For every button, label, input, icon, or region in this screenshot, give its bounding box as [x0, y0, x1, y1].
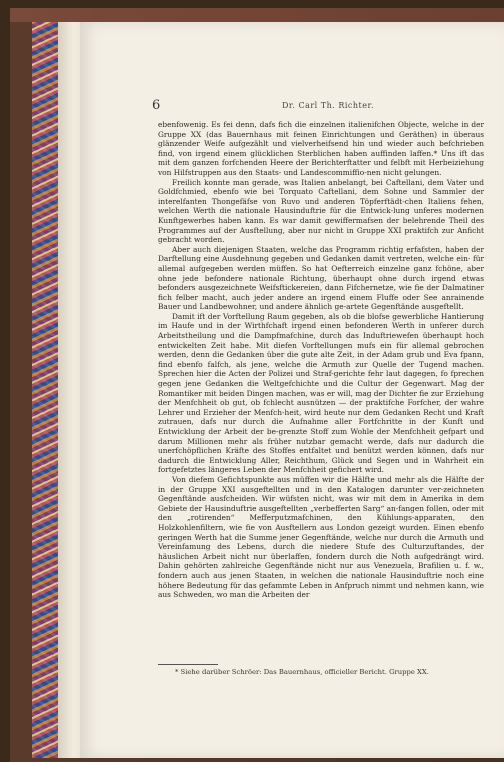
running-title: Dr. Carl Th. Richter.: [282, 101, 374, 110]
paragraph: Damit ift der Vorftellung Raum gegeben, als ob die blofse gewerbliche Hantierung im Haufe und in der Wirthfchaft irgend einen befonderen Werth in unferer durch Arbeitstheilung und die Dampfmafchine, durch das Induftriewefen überhaupt hoch entwickelten Zeit habe. Mit diefen Vorftellungen mufs ein für allemal gebrochen werden, denn die Gedanken über die gute alte Zeit, in der Adam grub und Eva fpann, find ebenfo falfch, als jene, welche die Armuth zur Quelle der Tugend machen. Sprechen hier die Acten der Polizei und Straf-gerichte fehr laut dagegen, fo fprechen gegen jene Gedanken die Weltgefchichte und die Cultur der Gegenwart. Mag der Romantiker mit beiden Dingen machen, was er will, mag der Dichter fie zur Erziehung der Menfchheit ob gut, ob fchlecht ausnützen — der praktifche Forfcher, der wahre Lehrer und Erzieher der Menfch-heit, wird heute nur dem Gedanken Recht und Kraft zutrauen, dafs nur durch die Aufnahme aller Fortfchritte in der Kunft und Entwicklung der Arbeit der be-grenzte Stoff zum Wohle der Menfchheit gefpart und darum Millionen mehr als früher nutzbar gemacht werde, dafs nur dadurch die unerfchöpflichen Kräfte des Stoffes entfaltet und benützt werden können, dafs nur dadurch die Entwicklung Aller, Reichthum, Glück und Segen und in Wahrheit ein fortgefetztes längeres Leben der Menfchheit gefichert wird.: [158, 311, 484, 475]
paragraph: Aber auch diejenigen Staaten, welche das Programm richtig erfafsten, haben der Darftellung eine Ausdehnung gegeben und Gedanken damit vertreten, welche ein- für allemal aufgegeben werden müffen. So hat Oefterreich einzelne ganz fchöne, aber ohne jede befondere nationale Richtung, überhaupt ohne durch irgend etwas befonders ausgezeichnete Weifsftickereien, dann Fifchernetze, wie fie der Dalmatiner fich felber macht, auch jeder andere an irgend einem Fluffe oder See anrainende Bauer und Landbewohner, und andere ähnlich ge-artete Gegenftände ausgeftellt.: [158, 244, 484, 312]
marbled-endpaper: [32, 22, 58, 758]
footnote: * Siehe darüber Schröer: Das Bauernhaus, officieller Bericht. Gruppe XX.: [175, 668, 429, 676]
body-text: [158, 120, 484, 600]
page-number: 6: [152, 98, 161, 113]
paragraph: ebenfowenig. Es fei denn, dafs fich die einzelnen italienifchen Objecte, welche in der Gruppe XX (das Bauernhaus mit feinen Einrichtungen und Geräthen) in überaus glänzender Weife aufgezählt und vielverheifsend hin und wieder auch befchrieben find, von irgend einem glücklichen Sterblichen haben auffinden laffen.* Uns ift das mit dem ganzen forfchenden Heere der Berichterftatter und felbft mit Herbeiziehung von Hilfstruppen aus den Staats- und Landescommiffio-nen nicht gelungen.: [158, 120, 484, 177]
paragraph: Freilich konnte man gerade, was Italien anbelangt, bei Caftellani, dem Vater und Goldfchmied, ebenfo wie bei Torquato Caftellani, dem Sohne und Sammler der interelfanten Thongefäfse von Ruvo und anderen Töpferftädt-chen Italiens fehen, welchen Werth die nationale Hausinduftrie für die Entwick-lung unferes modernen Kunftgewerbes haben kann. Es war damit gewiffermafsen der belehrende Theil des Programmes auf der Ausftellung, aber nur nicht in Gruppe XXI praktifch zur Anficht gebracht worden.: [158, 177, 484, 245]
page-header: [152, 98, 492, 114]
cover-top-edge: [10, 8, 504, 22]
footnote-rule: [158, 664, 218, 665]
paragraph: Von diefem Gefichtspunkte aus müffen wir die Hälfte und mehr als die Hälfte der in der Gruppe XXI ausgeftellten und in den Katalogen darunter ver-zeichneten Gegenftände ausfcheiden. Wir wüfsten nicht, was wir mit dem in Amerika in dem Gebiete der Hausinduftrie ausgeftellten „verbefferten Sarg“ an-fangen follen, oder mit den „rotirenden“ Mefferputzmafchinen, den Kühlungs-apparaten, den Holzkohlenfiltern, wie fie von Ausftellern aus London gezeigt wurden. Einen ebenfo geringen Werth hat die Summe jener Gegenftände, welche nur durch die Armuth und Vereinfamung des Lebens, durch die niedere Stufe des Culturzuftandes, der häuslichen Arbeit nicht nur überlaffen, fondern durch die Noth aufgedrängt wird. Dahin gehörten zahlreiche Gegenftände nicht nur aus Venezuela, Brafilien u. f. w., fondern auch aus jenen Staaten, in welchen die nationale Hausinduftrie noch eine höhere Bedeutung für das gefammte Leben in Anfpruch nimmt und nehmen kann, wie aus Schweden, wo man die Arbeiten der: [158, 474, 484, 600]
